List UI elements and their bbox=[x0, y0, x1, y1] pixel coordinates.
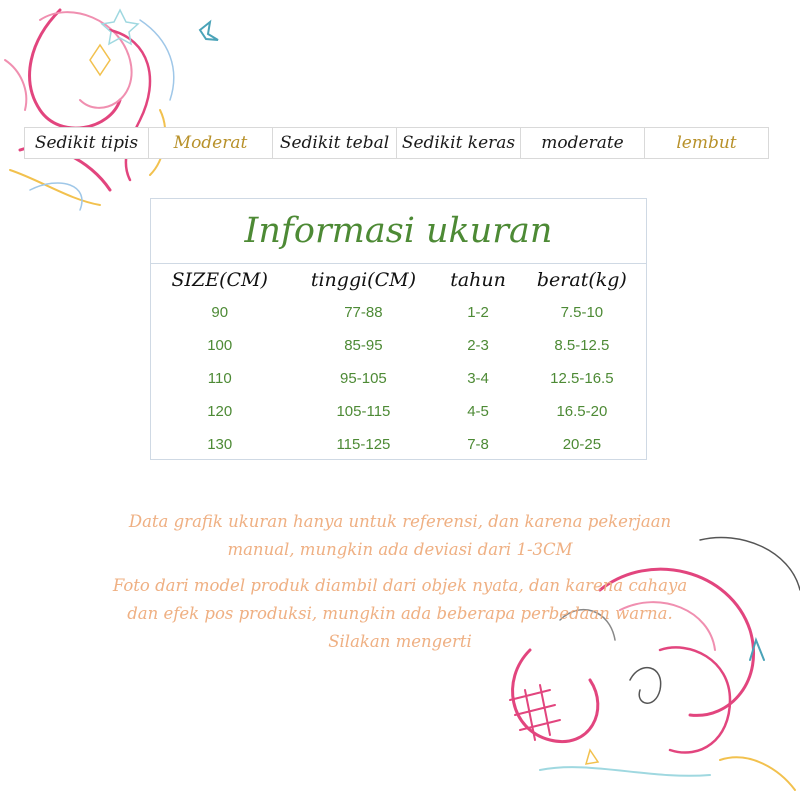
cell-height: 105-115 bbox=[336, 403, 391, 420]
size-table-title: Informasi ukuran bbox=[151, 199, 646, 264]
header-weight: berat(kg) bbox=[536, 269, 627, 291]
cell-height: 115-125 bbox=[336, 436, 391, 453]
cell-size: 90 bbox=[211, 304, 229, 321]
option-moderat: Moderat bbox=[148, 127, 273, 159]
option-sedikit-tebal: Sedikit tebal bbox=[272, 127, 397, 159]
cell-weight: 12.5-16.5 bbox=[550, 370, 614, 387]
doodle-decoration-top-left bbox=[0, 0, 240, 220]
size-info-table bbox=[150, 198, 647, 460]
cell-age: 1-2 bbox=[467, 304, 489, 321]
size-table-grid bbox=[151, 264, 646, 461]
cell-weight: 7.5-10 bbox=[560, 304, 604, 321]
cell-size: 110 bbox=[207, 370, 232, 387]
table-row bbox=[151, 296, 646, 329]
cell-height: 77-88 bbox=[344, 304, 383, 321]
table-row bbox=[151, 329, 646, 362]
color-difference-disclaimer: Foto dari model produk diambil dari objek nyata, dan karena cahaya dan efek pos produksi, mungkin ada beberapa perbedaan warna. Silakan mengerti bbox=[112, 576, 688, 651]
option-sedikit-tipis: Sedikit tipis bbox=[24, 127, 149, 159]
cell-weight: 20-25 bbox=[562, 436, 602, 453]
cell-age: 2-3 bbox=[467, 337, 489, 354]
cell-age: 4-5 bbox=[467, 403, 489, 420]
table-row bbox=[151, 395, 646, 428]
doodle-decoration-bottom-right bbox=[500, 530, 800, 800]
size-chart-disclaimer: Data grafik ukuran hanya untuk referensi, dan karena pekerjaan manual, mungkin ada deviasi dari 1-3CM bbox=[128, 512, 672, 559]
cell-age: 3-4 bbox=[467, 370, 489, 387]
cell-size: 100 bbox=[207, 337, 233, 354]
cell-age: 7-8 bbox=[467, 436, 489, 453]
table-header-row bbox=[151, 264, 646, 296]
cell-weight: 16.5-20 bbox=[556, 403, 608, 420]
cell-height: 95-105 bbox=[340, 370, 387, 387]
cell-size: 120 bbox=[207, 403, 233, 420]
header-height: tinggi(CM) bbox=[310, 269, 416, 291]
cell-height: 85-95 bbox=[344, 337, 383, 354]
fabric-option-bar bbox=[24, 127, 774, 159]
option-sedikit-keras: Sedikit keras bbox=[396, 127, 521, 159]
table-row bbox=[151, 362, 646, 395]
table-row bbox=[151, 428, 646, 461]
cell-size: 130 bbox=[207, 436, 233, 453]
option-lembut: lembut bbox=[644, 127, 769, 159]
header-age: tahun bbox=[450, 269, 506, 291]
header-size: SIZE(CM) bbox=[171, 269, 268, 291]
cell-weight: 8.5-12.5 bbox=[554, 337, 610, 354]
option-moderate: moderate bbox=[520, 127, 645, 159]
